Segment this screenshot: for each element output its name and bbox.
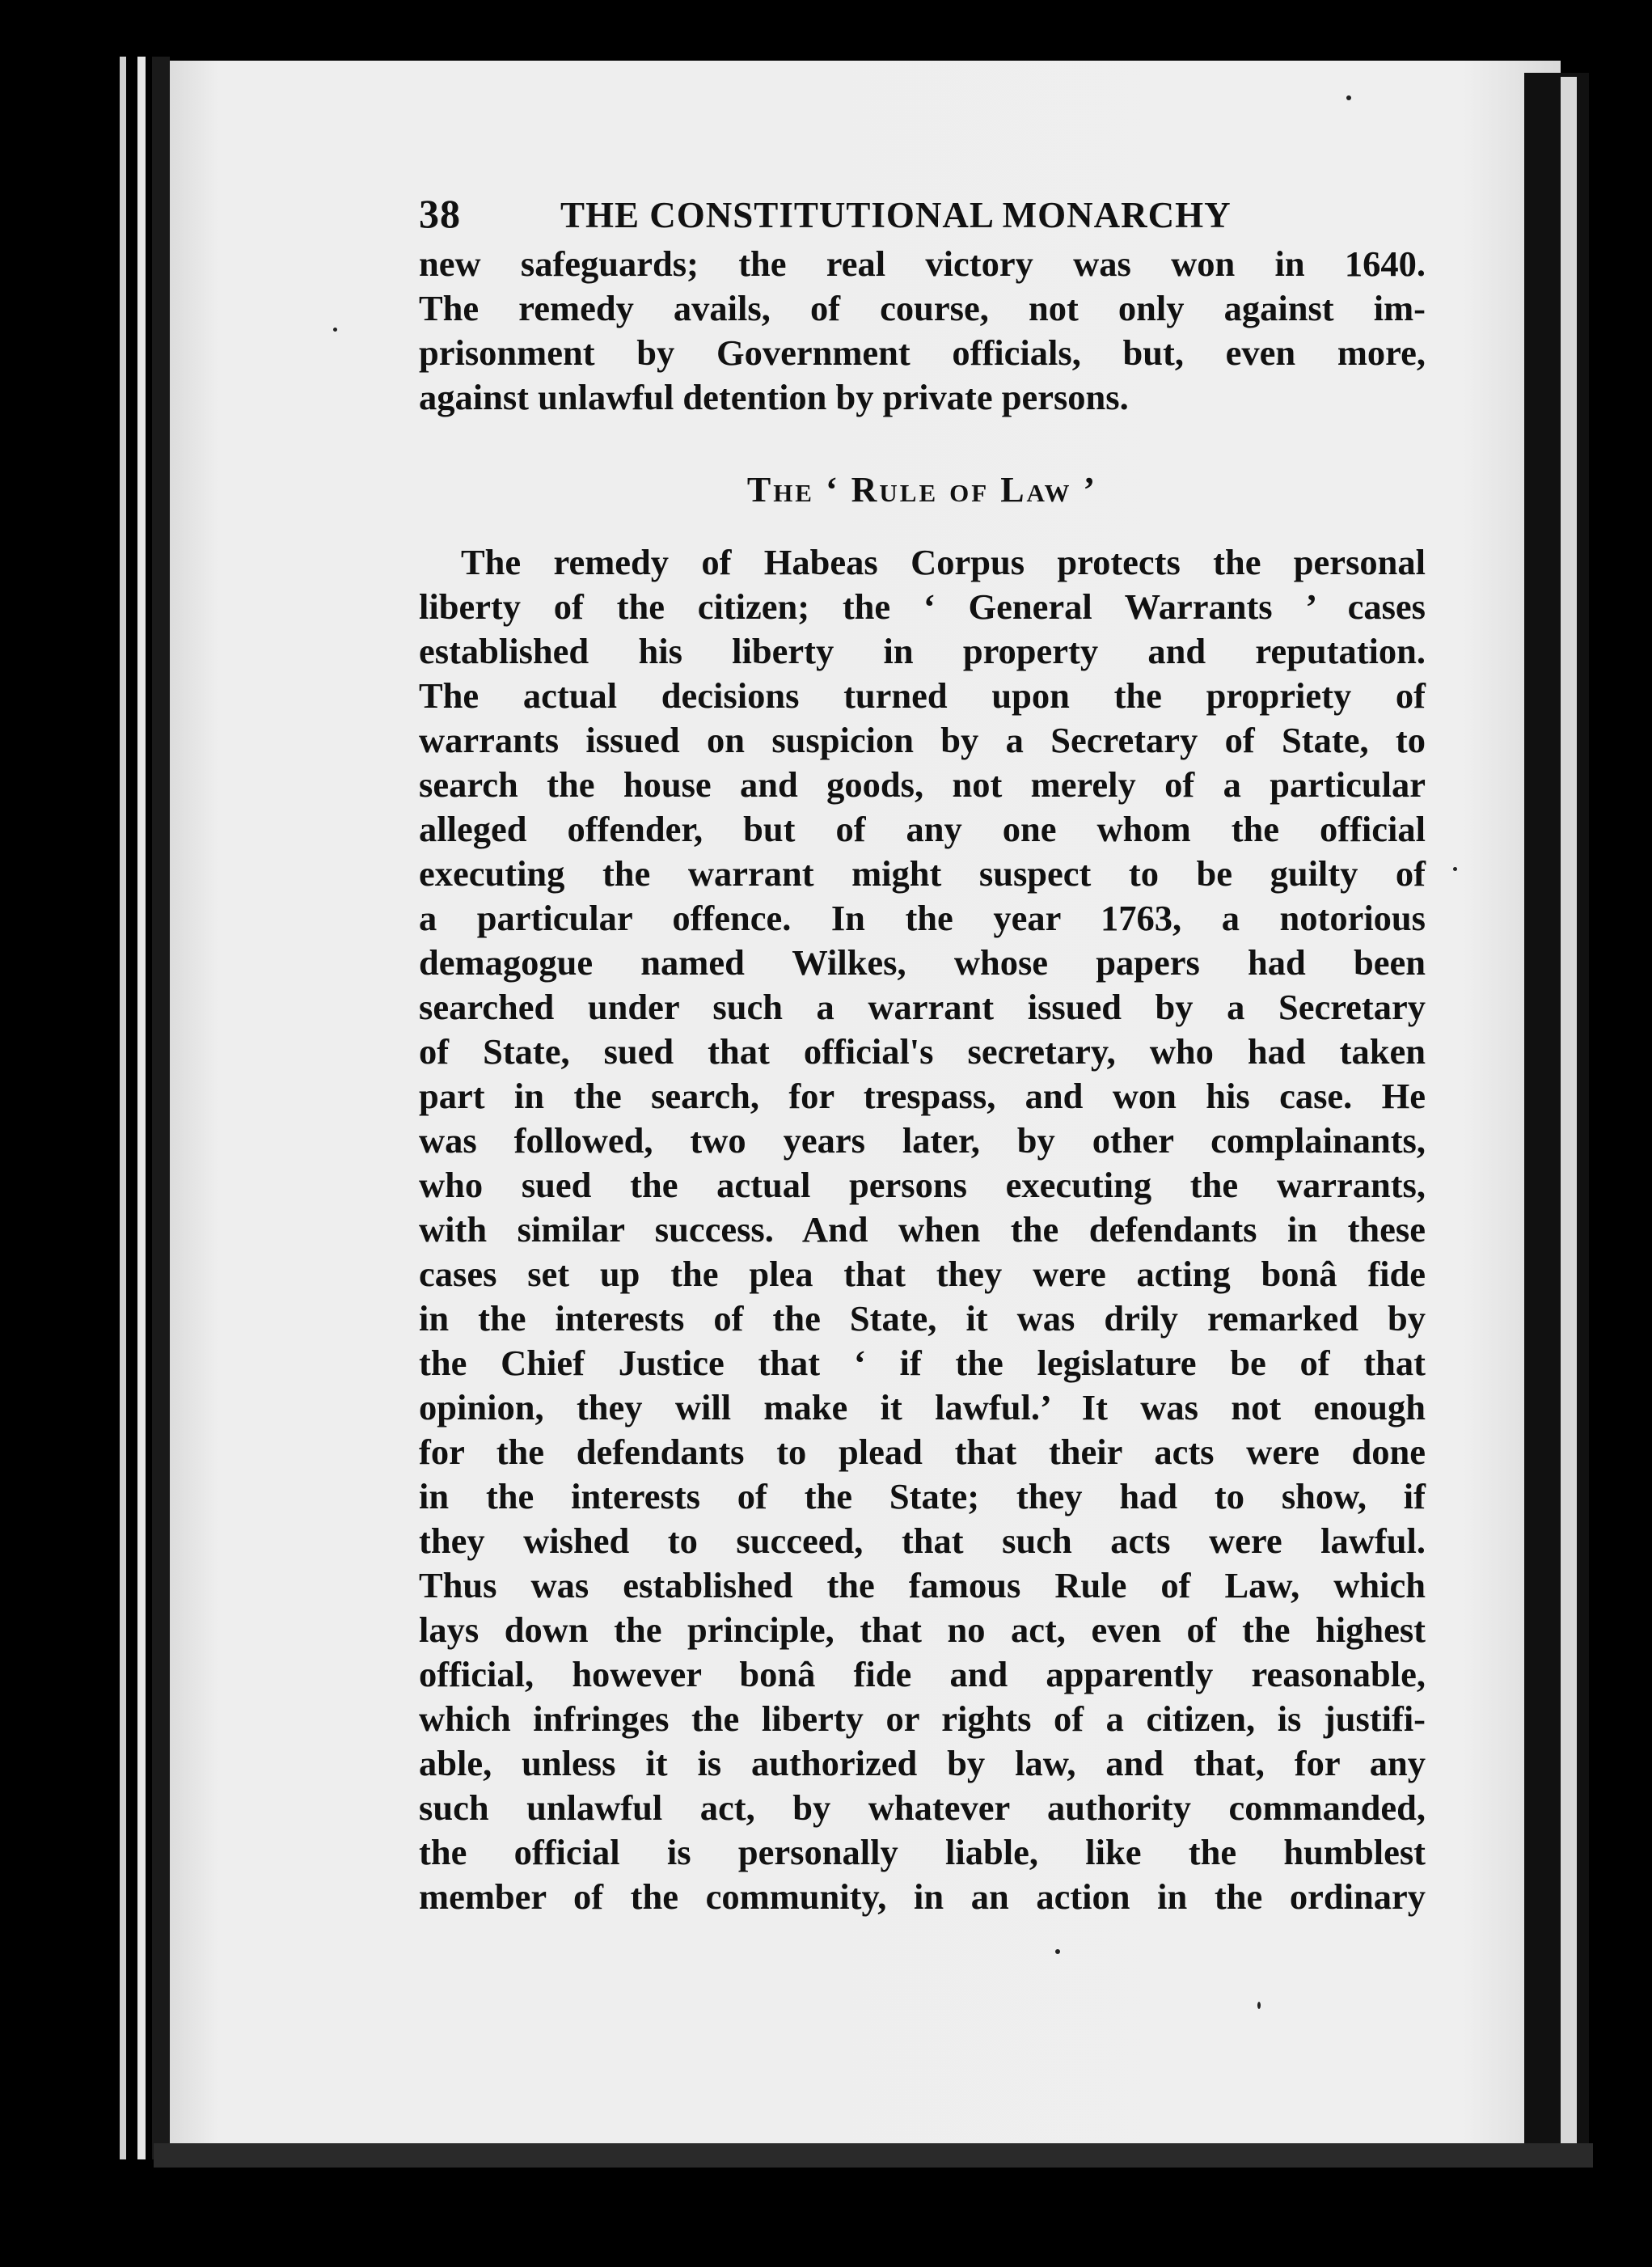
text-line: liberty of the citizen; the ‘ General Warrants ’ cases bbox=[419, 586, 1426, 627]
page-number: 38 bbox=[419, 191, 461, 236]
text-line: a particular offence. In the year 1763, a notorious bbox=[419, 898, 1426, 938]
text-line: the Chief Justice that ‘ if the legislature be of that bbox=[419, 1343, 1426, 1383]
text-line: The remedy of Habeas Corpus protects the personal bbox=[461, 542, 1426, 582]
text-line: The remedy avails, of course, not only against im- bbox=[419, 288, 1426, 328]
binding-edge bbox=[137, 57, 146, 2159]
text-line: in the interests of the State; they had to show, if bbox=[419, 1476, 1426, 1516]
dust-speck bbox=[1055, 1949, 1060, 1954]
text-line: established his liberty in property and reputation. bbox=[419, 631, 1426, 671]
intro-paragraph bbox=[419, 242, 1426, 420]
text-line: able, unless it is authorized by law, and that, for any bbox=[419, 1743, 1426, 1783]
binding-edge bbox=[120, 57, 126, 2159]
text-line: search the house and goods, not merely of a particular bbox=[419, 764, 1426, 805]
binding-gutter bbox=[152, 57, 170, 2159]
text-line: against unlawful detention by private persons. bbox=[419, 377, 1129, 417]
text-line: opinion, they will make it lawful.’ It was not enough bbox=[419, 1387, 1426, 1427]
text-line: they wished to succeed, that such acts were lawful. bbox=[419, 1520, 1426, 1561]
text-line: with similar success. And when the defendants in these bbox=[419, 1209, 1426, 1250]
text-line: alleged offender, but of any one whom the official bbox=[419, 809, 1426, 849]
text-line: member of the community, in an action in the ordinary bbox=[419, 1876, 1426, 1917]
text-line: Thus was established the famous Rule of Law, which bbox=[419, 1565, 1426, 1605]
text-line: cases set up the plea that they were acting bonâ fide bbox=[419, 1254, 1426, 1294]
text-line: lays down the principle, that no act, even of the highest bbox=[419, 1609, 1426, 1650]
text-line: searched under such a warrant issued by a Secretary bbox=[419, 987, 1426, 1027]
next-page-edge bbox=[1561, 77, 1577, 2155]
page-bottom-shadow bbox=[154, 2143, 1593, 2168]
page-text bbox=[419, 190, 1426, 1919]
dust-speck bbox=[1257, 2002, 1261, 2009]
text-line: in the interests of the State, it was drily remarked by bbox=[419, 1298, 1426, 1339]
text-line: who sued the actual persons executing the warrants, bbox=[419, 1165, 1426, 1205]
text-line: prisonment by Government officials, but, even more, bbox=[419, 332, 1426, 373]
text-line: which infringes the liberty or rights of a citizen, is justifi- bbox=[419, 1698, 1426, 1739]
text-line: executing the warrant might suspect to be guilty of bbox=[419, 853, 1426, 894]
dust-speck bbox=[1453, 867, 1457, 871]
text-line: for the defendants to plead that their acts were done bbox=[419, 1432, 1426, 1472]
text-line: warrants issued on suspicion by a Secretary of State, to bbox=[419, 720, 1426, 760]
text-line: The actual decisions turned upon the propriety of bbox=[419, 675, 1426, 716]
running-title: THE CONSTITUTIONAL MONARCHY bbox=[560, 195, 1232, 235]
text-line: was followed, two years later, by other complainants, bbox=[419, 1120, 1426, 1161]
section-heading: The ‘ Rule of Law ’ bbox=[746, 470, 1098, 510]
dust-speck bbox=[333, 328, 337, 332]
text-line: demagogue named Wilkes, whose papers had been bbox=[419, 942, 1426, 983]
page-edge-shadow bbox=[1524, 73, 1589, 2159]
text-line: new safeguards; the real victory was won in 1640. bbox=[419, 243, 1426, 284]
text-line: part in the search, for trespass, and won his case. He bbox=[419, 1076, 1426, 1116]
text-line: the official is personally liable, like the humblest bbox=[419, 1832, 1426, 1872]
running-head bbox=[419, 190, 1426, 242]
text-line: of State, sued that official's secretary, who had taken bbox=[419, 1031, 1426, 1072]
text-line: official, however bonâ fide and apparently reasonable, bbox=[419, 1654, 1426, 1694]
dust-speck bbox=[1346, 95, 1351, 100]
body-paragraph bbox=[419, 540, 1426, 1919]
text-line: such unlawful act, by whatever authority commanded, bbox=[419, 1787, 1426, 1828]
